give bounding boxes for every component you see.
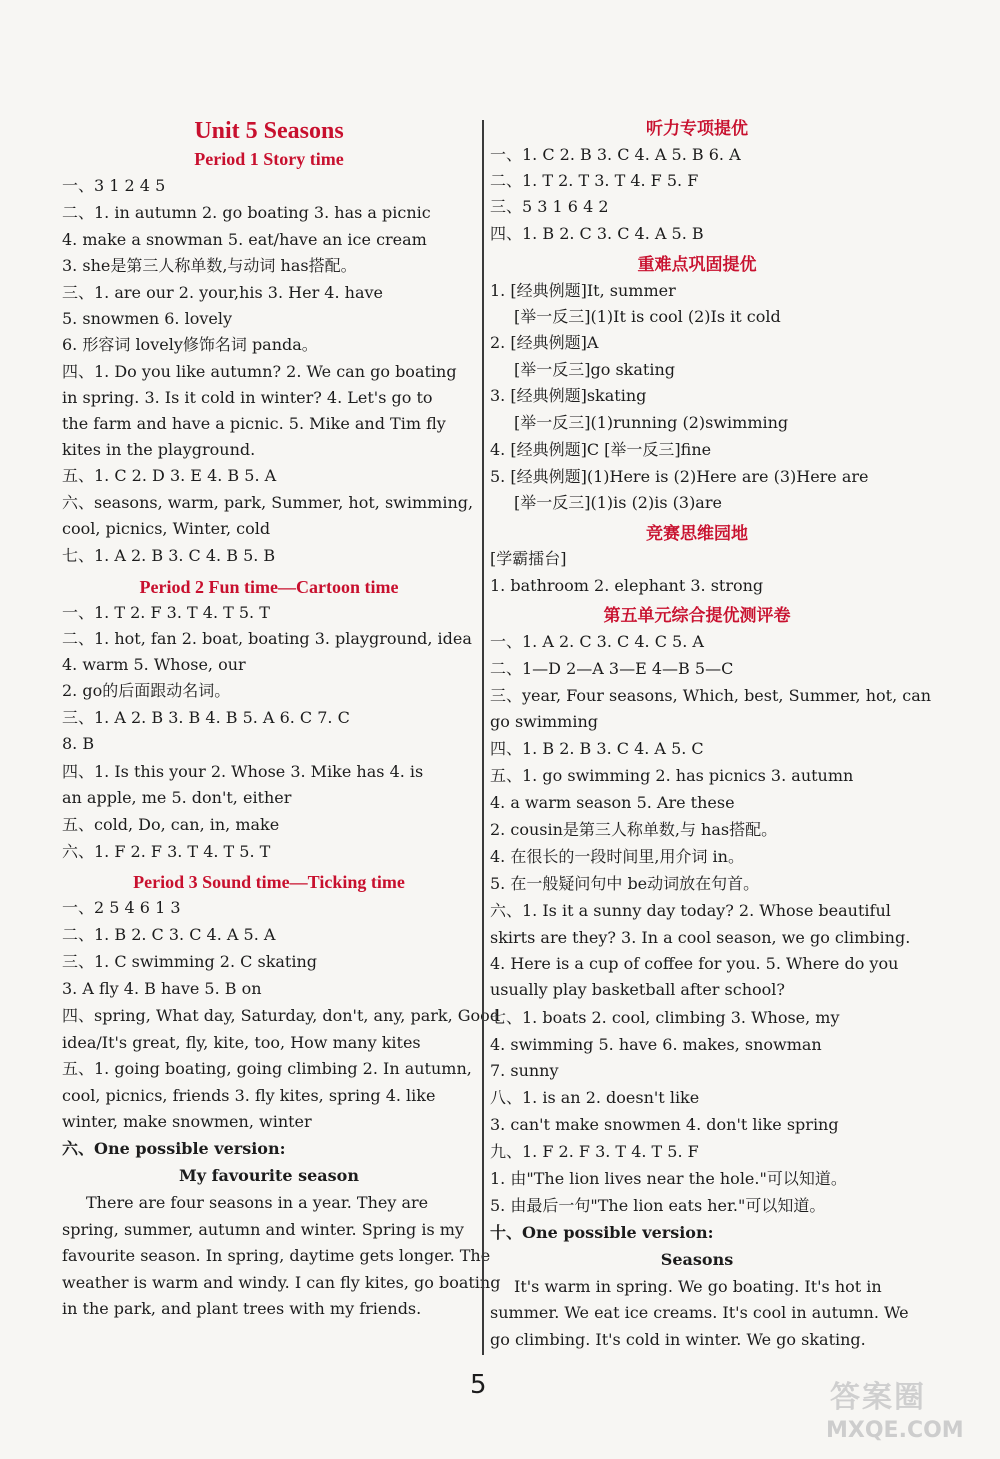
answer-line: winter, make snowmen, winter bbox=[62, 1112, 312, 1131]
answer-line: 一、3 1 2 4 5 bbox=[62, 176, 166, 195]
answer-line: 三、year, Four seasons, Which, best, Summer, hot, can bbox=[490, 686, 932, 705]
essay-title: My favourite season bbox=[179, 1166, 359, 1185]
listening-heading: 听力专项提优 bbox=[646, 119, 748, 139]
answer-line: 5. snowmen 6. lovely bbox=[62, 309, 232, 328]
answer-line: go swimming bbox=[490, 712, 598, 731]
answer-line: 五、1. going boating, going climbing 2. In autumn, bbox=[62, 1059, 472, 1078]
answer-line: 4. a warm season 5. Are these bbox=[490, 793, 735, 812]
answer-line: 4. make a snowman 5. eat/have an ice cream bbox=[62, 230, 427, 249]
watermark bbox=[826, 1372, 986, 1452]
answer-line: 五、1. C 2. D 3. E 4. B 5. A bbox=[62, 466, 277, 485]
period2-heading: Period 2 Fun time—Cartoon time bbox=[139, 577, 399, 597]
page-number: 5 bbox=[470, 1370, 487, 1400]
answer-line: skirts are they? 3. In a cool season, we go climbing. bbox=[490, 928, 911, 947]
answer-line: 二、1. B 2. C 3. C 4. A 5. A bbox=[62, 925, 276, 944]
answer-line: 二、1. hot, fan 2. boat, boating 3. playground, idea bbox=[62, 629, 472, 648]
answer-line: 2. [经典例题]A bbox=[490, 333, 599, 352]
answer-line: 五、1. go swimming 2. has picnics 3. autumn bbox=[490, 766, 854, 785]
answer-line: [学霸擂台] bbox=[490, 549, 567, 568]
answer-line: 4. warm 5. Whose, our bbox=[62, 655, 246, 674]
answer-line: 九、1. F 2. F 3. T 4. T 5. F bbox=[490, 1142, 699, 1161]
essay-line: It's warm in spring. We go boating. It's hot in bbox=[514, 1277, 882, 1296]
unit-title: Unit 5 Seasons bbox=[194, 118, 344, 144]
essay-line: go climbing. It's cold in winter. We go skating. bbox=[490, 1330, 866, 1349]
answer-line: 2. go的后面跟动名词。 bbox=[62, 681, 231, 700]
version-label: 十、One possible version: bbox=[490, 1223, 714, 1242]
answer-line: 四、spring, What day, Saturday, don't, any, park, Good bbox=[62, 1006, 501, 1025]
answer-line: 8. B bbox=[62, 734, 95, 753]
answer-line: 1. [经典例题]It, summer bbox=[490, 281, 676, 300]
essay-title: Seasons bbox=[660, 1250, 734, 1269]
answer-line: [举一反三](1)It is cool (2)Is it cold bbox=[514, 307, 781, 326]
answer-line: 三、5 3 1 6 4 2 bbox=[490, 197, 609, 216]
answer-line: 四、1. Is this your 2. Whose 3. Mike has 4. is bbox=[62, 762, 424, 781]
answer-line: 一、1. A 2. C 3. C 4. C 5. A bbox=[490, 632, 704, 651]
answer-line: 七、1. A 2. B 3. C 4. B 5. B bbox=[62, 546, 276, 565]
essay-line: spring, summer, autumn and winter. Spring is my bbox=[62, 1220, 464, 1239]
answer-line: 4. 在很长的一段时间里,用介词 in。 bbox=[490, 847, 744, 866]
answer-line: 四、1. Do you like autumn? 2. We can go boating bbox=[62, 362, 457, 381]
answer-line: 一、1. T 2. F 3. T 4. T 5. T bbox=[62, 603, 270, 622]
answer-line: cool, picnics, Winter, cold bbox=[62, 519, 271, 538]
answer-line: 五、cold, Do, can, in, make bbox=[62, 815, 280, 834]
answer-line: 3. she是第三人称单数,与动词 has搭配。 bbox=[62, 256, 357, 275]
answer-line: 5. 由最后一句"The lion eats her."可以知道。 bbox=[490, 1196, 826, 1215]
answer-line: 5. 在一般疑问句中 be动词放在句首。 bbox=[490, 874, 760, 893]
answer-line: 7. sunny bbox=[490, 1061, 559, 1080]
answer-line: 二、1. T 2. T 3. T 4. F 5. F bbox=[490, 171, 699, 190]
answer-line: [举一反三]go skating bbox=[514, 360, 675, 379]
answer-line: 三、1. C swimming 2. C skating bbox=[62, 952, 318, 971]
answer-line: 六、1. F 2. F 3. T 4. T 5. T bbox=[62, 842, 271, 861]
answer-line: cool, picnics, friends 3. fly kites, spring 4. like bbox=[62, 1086, 436, 1105]
answer-line: 一、2 5 4 6 1 3 bbox=[62, 898, 181, 917]
essay-line: favourite season. In spring, daytime gets longer. The bbox=[62, 1246, 491, 1265]
answer-line: 4. swimming 5. have 6. makes, snowman bbox=[490, 1035, 822, 1054]
answer-line: [举一反三](1)running (2)swimming bbox=[514, 413, 789, 432]
answer-line: usually play basketball after school? bbox=[490, 980, 785, 999]
answer-line: 1. bathroom 2. elephant 3. strong bbox=[490, 576, 764, 595]
period1-heading: Period 1 Story time bbox=[194, 149, 344, 169]
answer-line: 2. cousin是第三人称单数,与 has搭配。 bbox=[490, 820, 778, 839]
answer-line: in spring. 3. Is it cold in winter? 4. Let's go to bbox=[62, 388, 433, 407]
essay-line: weather is warm and windy. I can fly kites, go boating bbox=[62, 1273, 501, 1292]
answer-line: 八、1. is an 2. doesn't like bbox=[490, 1088, 700, 1107]
answer-line: 3. [经典例题]skating bbox=[490, 386, 647, 405]
answer-line: 三、1. A 2. B 3. B 4. B 5. A 6. C 7. C bbox=[62, 708, 350, 727]
answer-line: an apple, me 5. don't, either bbox=[62, 788, 292, 807]
version-label: 六、One possible version: bbox=[62, 1139, 286, 1158]
answer-line: kites in the playground. bbox=[62, 440, 256, 459]
answer-line: 4. [经典例题]C [举一反三]fine bbox=[490, 440, 712, 459]
contest-heading: 竞赛思维园地 bbox=[646, 524, 748, 544]
answer-line: 三、1. are our 2. your,his 3. Her 4. have bbox=[62, 283, 384, 302]
answer-line: 四、1. B 2. B 3. C 4. A 5. C bbox=[490, 739, 704, 758]
essay-line: summer. We eat ice creams. It's cool in autumn. We bbox=[490, 1303, 909, 1322]
answer-line: the farm and have a picnic. 5. Mike and Tim fly bbox=[62, 414, 446, 433]
answer-line: 二、1. in autumn 2. go boating 3. has a picnic bbox=[62, 203, 431, 222]
answer-line: 四、1. B 2. C 3. C 4. A 5. B bbox=[490, 224, 704, 243]
answer-line: 5. [经典例题](1)Here is (2)Here are (3)Here are bbox=[490, 467, 869, 486]
answer-line: 七、1. boats 2. cool, climbing 3. Whose, my bbox=[490, 1008, 840, 1027]
column-divider bbox=[482, 120, 484, 1355]
unit-test-heading: 第五单元综合提优测评卷 bbox=[603, 606, 791, 626]
answer-line: 6. 形容词 lovely修饰名词 panda。 bbox=[62, 335, 318, 354]
answer-line: 六、seasons, warm, park, Summer, hot, swimming, bbox=[62, 493, 474, 512]
period3-heading: Period 3 Sound time—Ticking time bbox=[133, 872, 405, 892]
essay-line: There are four seasons in a year. They are bbox=[86, 1193, 429, 1212]
answer-line: 3. A fly 4. B have 5. B on bbox=[62, 979, 262, 998]
answer-line: [举一反三](1)is (2)is (3)are bbox=[514, 493, 722, 512]
watermark-url: MXQE.COM bbox=[826, 1418, 964, 1443]
answer-line: 4. Here is a cup of coffee for you. 5. Where do you bbox=[490, 954, 899, 973]
key-points-heading: 重难点巩固提优 bbox=[637, 255, 757, 275]
answer-line: 二、1—D 2—A 3—E 4—B 5—C bbox=[490, 659, 734, 678]
answer-line: 1. 由"The lion lives near the hole."可以知道。 bbox=[490, 1169, 847, 1188]
answer-line: 3. can't make snowmen 4. don't like spring bbox=[490, 1115, 839, 1134]
essay-line: in the park, and plant trees with my friends. bbox=[62, 1299, 422, 1318]
watermark-logo: 答案圈 bbox=[830, 1380, 926, 1415]
answer-line: 一、1. C 2. B 3. C 4. A 5. B 6. A bbox=[490, 145, 741, 164]
answer-line: idea/It's great, fly, kite, too, How many kites bbox=[62, 1033, 421, 1052]
answer-line: 六、1. Is it a sunny day today? 2. Whose beautiful bbox=[490, 901, 891, 920]
